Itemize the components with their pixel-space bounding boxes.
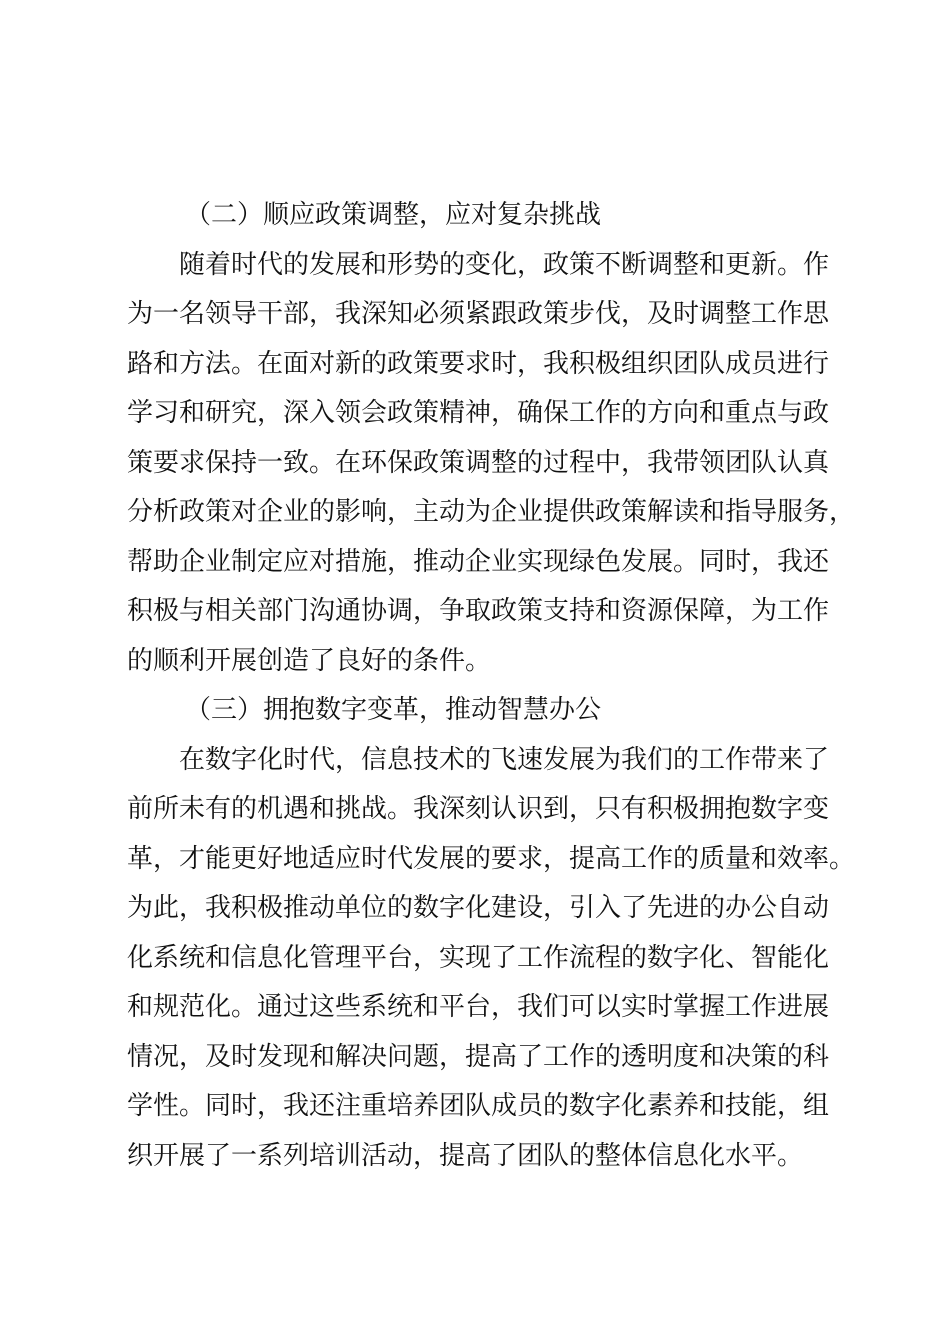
paragraph-line: 在数字化时代，信息技术的飞速发展为我们的工作带来了 — [179, 744, 830, 775]
paragraph-line: 随着时代的发展和形势的变化，政策不断调整和更新。作 — [179, 249, 830, 280]
paragraph-line: 学习和研究，深入领会政策精神，确保工作的方向和重点与政 — [127, 398, 830, 428]
paragraph-line: 为此，我积极推动单位的数字化建设，引入了先进的办公自动 — [127, 893, 830, 923]
section-heading-2: （二）顺应政策调整，应对复杂挑战 — [185, 200, 602, 230]
document-body — [127, 191, 856, 1181]
paragraph-line: 情况，及时发现和解决问题，提高了工作的透明度和决策的科 — [127, 1041, 830, 1072]
section-heading-3: （三）拥抱数字变革，推动智慧办公 — [185, 695, 602, 725]
paragraph-line: 分析政策对企业的影响，主动为企业提供政策解读和指导服务， — [127, 497, 856, 527]
paragraph-line: 学性。同时，我还注重培养团队成员的数字化素养和技能，组 — [127, 1091, 830, 1121]
paragraph-line: 策要求保持一致。在环保政策调整的过程中，我带领团队认真 — [127, 447, 830, 478]
paragraph-line: 积极与相关部门沟通协调，争取政策支持和资源保障，为工作 — [127, 596, 830, 626]
paragraph-line: 前所未有的机遇和挑战。我深刻认识到，只有积极拥抱数字变 — [127, 794, 830, 824]
paragraph-line: 化系统和信息化管理平台，实现了工作流程的数字化、智能化 — [127, 942, 830, 973]
paragraph-line: 的顺利开展创造了良好的条件。 — [127, 645, 492, 676]
paragraph-line: 路和方法。在面对新的政策要求时，我积极组织团队成员进行 — [127, 348, 830, 379]
paragraph-line: 为一名领导干部，我深知必须紧跟政策步伐，及时调整工作思 — [127, 299, 830, 329]
paragraph-line: 革，才能更好地适应时代发展的要求，提高工作的质量和效率。 — [127, 843, 856, 874]
paragraph-line: 织开展了一系列培训活动，提高了团队的整体信息化水平。 — [127, 1140, 804, 1171]
paragraph-line: 帮助企业制定应对措施，推动企业实现绿色发展。同时，我还 — [127, 546, 830, 577]
paragraph-line: 和规范化。通过这些系统和平台，我们可以实时掌握工作进展 — [127, 992, 830, 1022]
